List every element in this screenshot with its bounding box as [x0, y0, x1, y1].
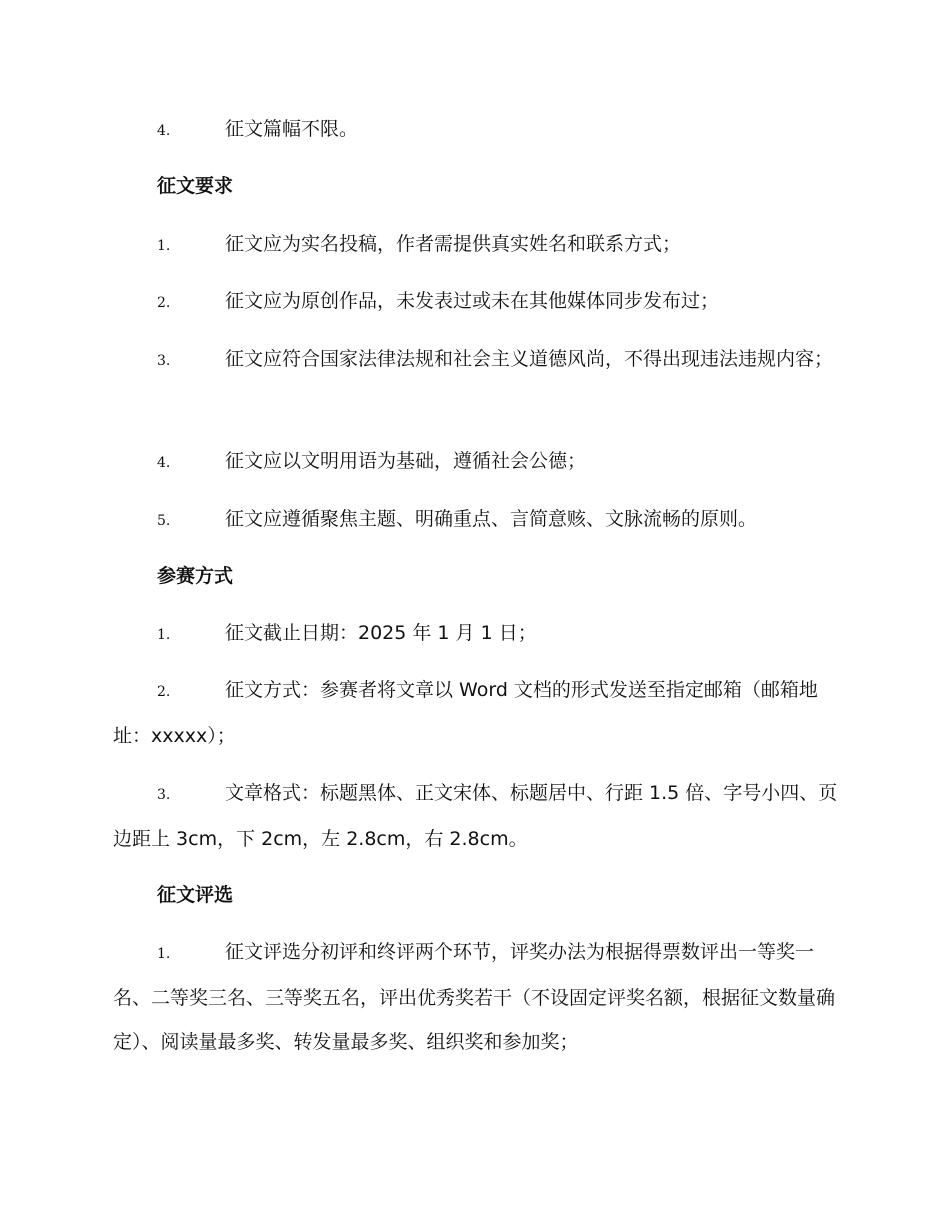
list-number: 1. [157, 238, 171, 254]
section-heading-evaluation: 征文评选 [157, 884, 234, 906]
list-number: 2. [157, 684, 171, 700]
list-text: 文章格式：标题黑体、正文宋体、标题居中、行距 1.5 倍、字号小四、页边距上 3cm，下 2cm，左 2.8cm，右 2.8cm。 [113, 782, 838, 850]
list-item [113, 439, 838, 485]
list-item [113, 279, 838, 325]
list-text: 征文应遵循聚焦主题、明确重点、言简意赅、文脉流畅的原则。 [225, 508, 758, 530]
list-text: 征文截止日期：2025 年 1 月 1 日； [225, 622, 537, 644]
list-text: 征文评选分初评和终评两个环节，评奖办法为根据得票数评出一等奖一名、二等奖三名、三等奖五名，评出优秀奖若干（不设固定评奖名额，根据征文数量确定）、阅读量最多奖、转发量最多奖、组织奖和参加奖； [113, 941, 836, 1053]
section-heading-participation: 参赛方式 [157, 565, 234, 587]
list-item [113, 611, 838, 657]
list-number: 1. [157, 627, 171, 643]
list-number: 1. [157, 946, 171, 962]
list-item [113, 107, 838, 153]
list-number: 3. [157, 787, 171, 803]
list-item [113, 337, 838, 383]
section-heading-requirements: 征文要求 [157, 175, 234, 197]
list-number: 3. [157, 353, 171, 369]
list-text: 征文方式：参赛者将文章以 Word 文档的形式发送至指定邮箱（邮箱地址：xxxxx）； [113, 679, 818, 747]
list-item [113, 222, 838, 268]
list-number: 4. [157, 455, 171, 471]
list-number: 5. [157, 513, 171, 529]
list-number: 2. [157, 295, 171, 311]
list-item [113, 497, 838, 543]
list-text: 征文应为实名投稿，作者需提供真实姓名和联系方式； [225, 233, 682, 255]
list-item [113, 668, 838, 758]
list-item [113, 930, 838, 1064]
list-number: 4. [157, 123, 171, 139]
list-item [113, 771, 838, 861]
list-text: 征文篇幅不限。 [225, 118, 359, 140]
list-text: 征文应以文明用语为基础，遵循社会公德； [225, 450, 587, 472]
list-text: 征文应为原创作品，未发表过或未在其他媒体同步发布过； [225, 290, 720, 312]
list-text: 征文应符合国家法律法规和社会主义道德风尚，不得出现违法违规内容； [225, 348, 834, 370]
